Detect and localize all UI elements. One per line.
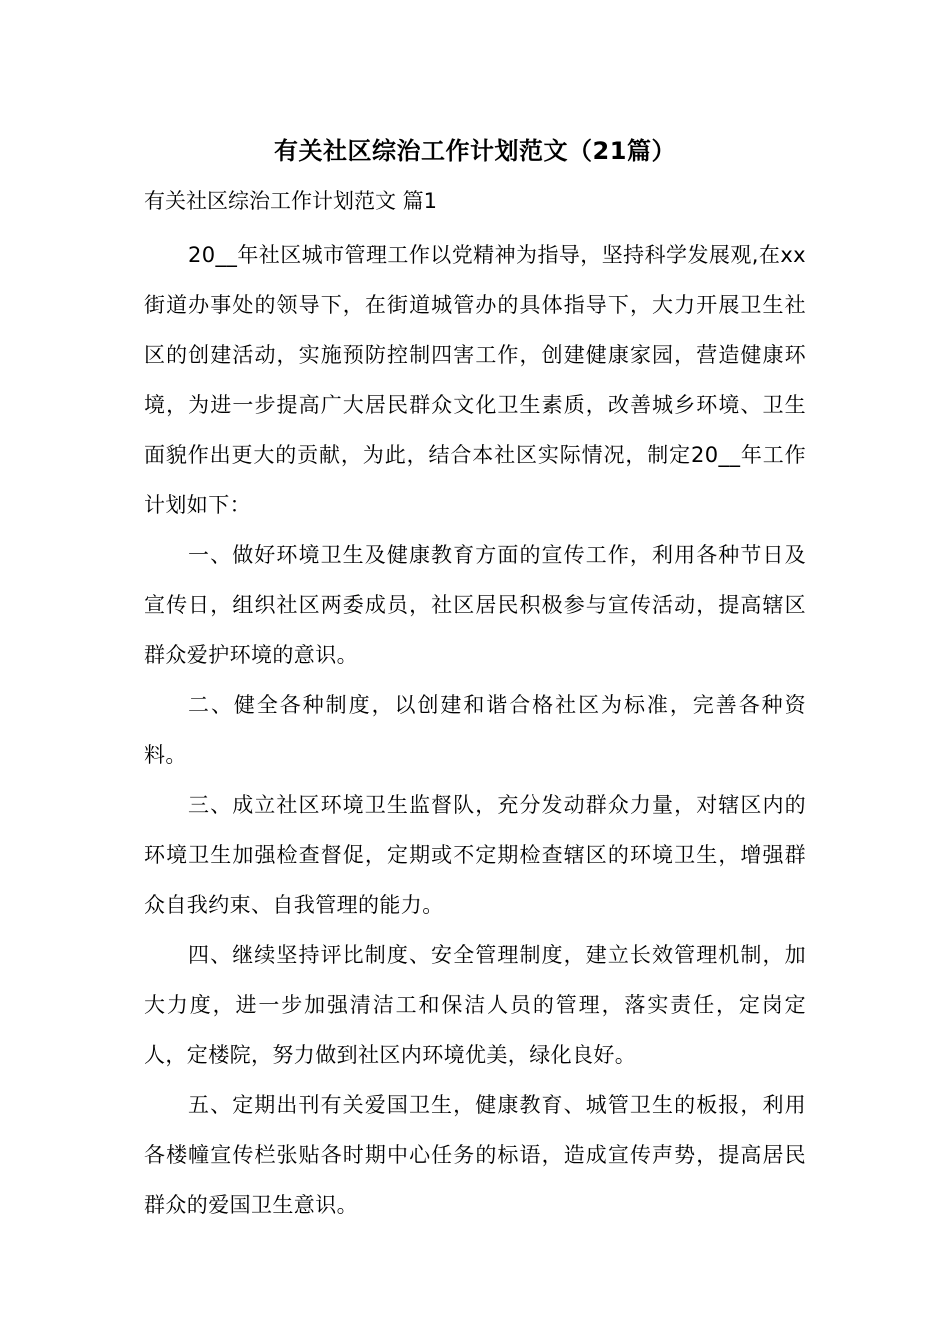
section-heading: 有关社区综治工作计划范文 篇1 [144, 189, 438, 213]
paragraph-item-1: 一、做好环境卫生及健康教育方面的宣传工作，利用各种节日及宣传日，组织社区两委成员，社区居民积极参与宣传活动，提高辖区群众爱护环境的意识。 [144, 543, 806, 667]
document-body [144, 230, 806, 1230]
paragraph-item-4: 四、继续坚持评比制度、安全管理制度，建立长效管理机制，加大力度，进一步加强清洁工和保洁人员的管理，落实责任，定岗定人，定楼院，努力做到社区内环境优美，绿化良好。 [144, 943, 806, 1067]
paragraph-item-2: 二、健全各种制度，以创建和谐合格社区为标准，完善各种资料。 [144, 693, 806, 767]
paragraph-item-3: 三、成立社区环境卫生监督队，充分发动群众力量，对辖区内的环境卫生加强检查督促，定期或不定期检查辖区的环境卫生，增强群众自我约束、自我管理的能力。 [144, 793, 806, 917]
paragraph-intro: 20__年社区城市管理工作以党精神为指导，坚持科学发展观,在xx街道办事处的领导下，在街道城管办的具体指导下，大力开展卫生社区的创建活动，实施预防控制四害工作，创建健康家园，营造健康环境，为进一步提高广大居民群众文化卫生素质，改善城乡环境、卫生面貌作出更大的贡献，为此，结合本社区实际情况，制定20__年工作计划如下： [144, 243, 806, 517]
document-title: 有关社区综治工作计划范文（21篇） [274, 137, 676, 165]
paragraph-item-5: 五、定期出刊有关爱国卫生，健康教育、城管卫生的板报，利用各楼幢宣传栏张贴各时期中心任务的标语，造成宣传声势，提高居民群众的爱国卫生意识。 [144, 1093, 806, 1217]
